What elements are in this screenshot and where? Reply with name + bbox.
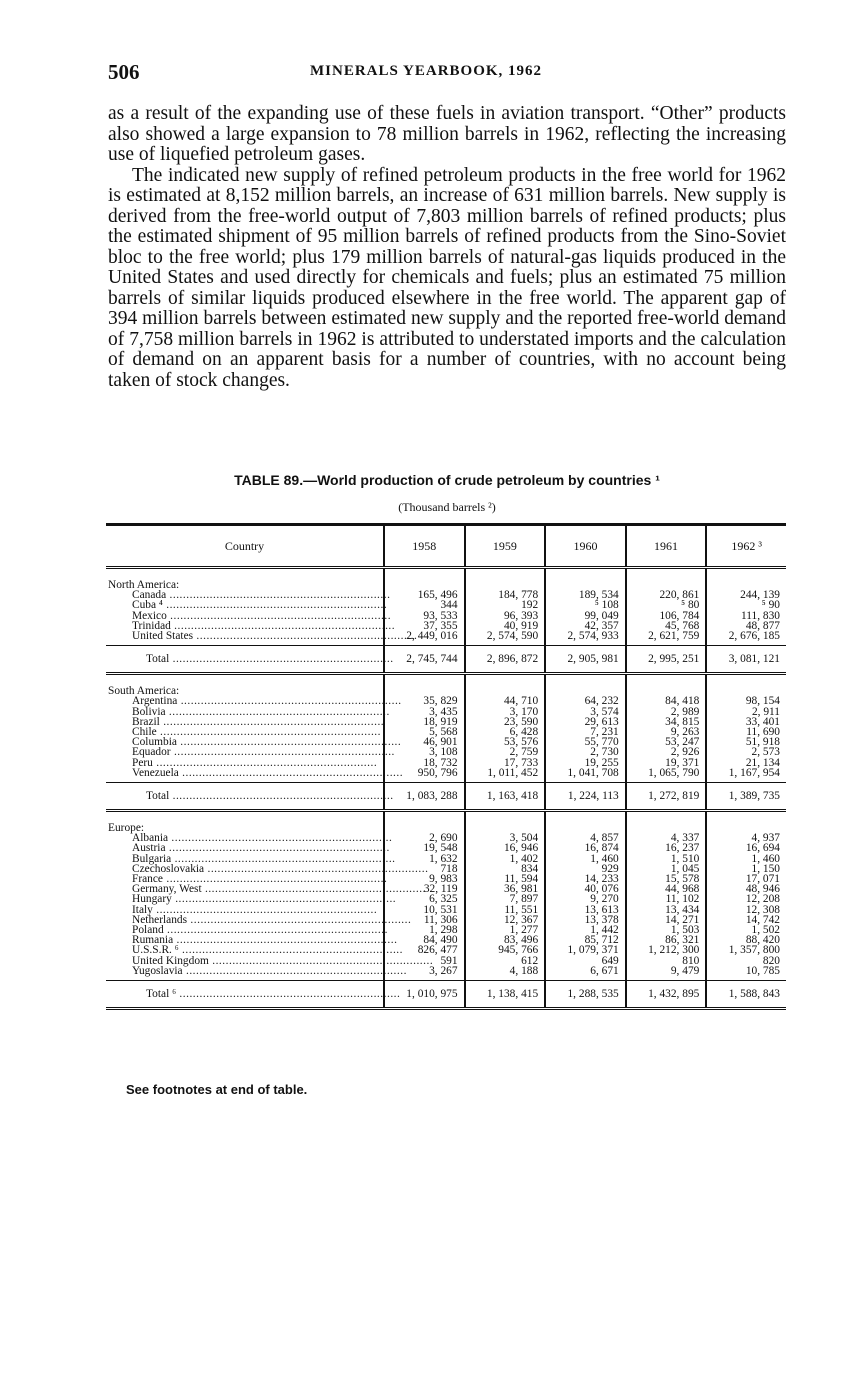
total-value: 1, 389, 735 — [706, 783, 786, 811]
country-label: Austria — [132, 842, 166, 855]
production-value: 106, 784 — [626, 611, 707, 621]
leader-dots: .................................................................. — [163, 873, 388, 886]
total-label-text: Total ⁶ — [146, 987, 177, 1000]
country-name — [106, 964, 407, 977]
total-value: 1, 010, 975 — [384, 981, 465, 1009]
production-value: 1, 460 — [545, 854, 626, 864]
production-value: 591 — [384, 956, 465, 966]
production-value: ⁵ 90 — [706, 600, 786, 610]
production-value: 16, 946 — [465, 843, 546, 853]
leader-dots: .................................................................. — [176, 987, 401, 1000]
body-text — [108, 104, 786, 391]
production-value: 612 — [465, 956, 546, 966]
production-value: 96, 393 — [465, 611, 546, 621]
leader-dots: .................................................................. — [152, 756, 378, 769]
production-value: 2, 730 — [545, 747, 626, 757]
leader-dots: .................................................................. — [169, 653, 394, 666]
production-value: 1, 041, 708 — [545, 768, 626, 778]
production-value: 220, 861 — [626, 590, 707, 600]
column-header: Country — [106, 525, 384, 568]
production-value: 189, 534 — [545, 590, 626, 600]
production-value: 32, 119 — [384, 884, 465, 894]
production-value: 1, 212, 300 — [626, 945, 707, 955]
table-title: TABLE 89.—World production of crude petroleum by countries ¹ — [234, 472, 660, 488]
country-label: Peru — [132, 756, 153, 769]
production-value: 2, 574, 590 — [465, 631, 546, 641]
production-value: 4, 937 — [706, 833, 786, 843]
production-value: 6, 428 — [465, 727, 546, 737]
production-value: 1, 079, 371 — [545, 945, 626, 955]
production-value: 37, 355 — [384, 621, 465, 631]
table-row — [106, 768, 786, 778]
total-value: 1, 272, 819 — [626, 783, 707, 811]
production-value: 9, 263 — [626, 727, 707, 737]
total-value: 2, 745, 744 — [384, 646, 465, 674]
production-value: 820 — [706, 956, 786, 966]
region-row — [106, 674, 786, 697]
leader-dots: .................................................................. — [171, 852, 396, 865]
country-label: Rumania — [132, 934, 174, 947]
country-label: Albania — [132, 832, 169, 845]
total-value: 1, 138, 415 — [465, 981, 546, 1009]
production-value: 84, 418 — [626, 696, 707, 706]
production-value: 19, 371 — [626, 758, 707, 768]
total-label-text: Total — [146, 789, 170, 802]
production-value: 1, 167, 954 — [706, 768, 786, 778]
production-value: 1, 065, 790 — [626, 768, 707, 778]
production-value: 2, 911 — [706, 707, 786, 717]
production-value: 12, 367 — [465, 915, 546, 925]
production-value: 46, 901 — [384, 737, 465, 747]
production-value: 86, 321 — [626, 935, 707, 945]
leader-dots: .................................................................. — [208, 954, 434, 967]
country-label: Brazil — [132, 715, 160, 728]
country-label: Yugoslavia — [132, 964, 183, 977]
country-label: Hungary — [132, 893, 172, 906]
leader-dots: .................................................................. — [204, 862, 429, 875]
production-value: 53, 247 — [626, 737, 707, 747]
production-value: 17, 071 — [706, 874, 786, 884]
production-value: 1, 150 — [706, 864, 786, 874]
total-value: 1, 224, 113 — [545, 783, 626, 811]
country-label: Trinidad — [132, 619, 171, 632]
production-value: 2, 621, 759 — [626, 631, 707, 641]
production-value: 1, 442 — [545, 925, 626, 935]
production-value: 17, 733 — [465, 758, 546, 768]
production-value: 84, 490 — [384, 935, 465, 945]
leader-dots: .................................................................. — [193, 630, 418, 643]
production-value: 11, 306 — [384, 915, 465, 925]
leader-dots: .................................................................. — [187, 913, 412, 926]
total-value: 1, 432, 895 — [626, 981, 707, 1009]
production-value: 34, 815 — [626, 717, 707, 727]
production-value: 1, 503 — [626, 925, 707, 935]
production-value: 4, 337 — [626, 833, 707, 843]
country-label: Canada — [132, 589, 167, 602]
production-value: 11, 594 — [465, 874, 546, 884]
production-value: 14, 233 — [545, 874, 626, 884]
leader-dots: .................................................................. — [173, 934, 398, 947]
production-value: 83, 496 — [465, 935, 546, 945]
region-label: South America: — [108, 685, 180, 698]
country-label: Argentina — [132, 695, 178, 708]
production-value: 9, 983 — [384, 874, 465, 884]
country-label: United Kingdom — [132, 954, 209, 967]
production-value: 18, 919 — [384, 717, 465, 727]
country-label: Chile — [132, 726, 157, 739]
production-value: 2, 449, 016 — [384, 631, 465, 641]
leader-dots: .................................................................. — [170, 619, 396, 632]
total-row — [106, 646, 786, 674]
production-value: 13, 613 — [545, 905, 626, 915]
production-value: 2, 989 — [626, 707, 707, 717]
table-subtitle: (Thousand barrels ²) — [398, 500, 496, 514]
table-row — [106, 966, 786, 976]
production-value: 51, 918 — [706, 737, 786, 747]
leader-dots: .................................................................. — [166, 589, 391, 602]
country-label: France — [132, 873, 163, 886]
production-value: 64, 232 — [545, 696, 626, 706]
production-value: 950, 796 — [384, 768, 465, 778]
country-label: Poland — [132, 924, 164, 937]
leader-dots: .................................................................. — [168, 832, 393, 845]
region-row — [106, 568, 786, 591]
production-value: 929 — [545, 864, 626, 874]
total-value: 3, 081, 121 — [706, 646, 786, 674]
production-value: 7, 231 — [545, 727, 626, 737]
production-value: 88, 420 — [706, 935, 786, 945]
leader-dots: .................................................................. — [156, 726, 381, 739]
production-value: 40, 919 — [465, 621, 546, 631]
production-value: 35, 829 — [384, 696, 465, 706]
table-body — [106, 568, 786, 1009]
total-label-text: Total — [146, 653, 170, 666]
production-value: 53, 576 — [465, 737, 546, 747]
total-label — [106, 783, 394, 811]
country-label: Italy — [132, 903, 153, 916]
region-label: Europe: — [108, 822, 145, 835]
leader-dots: .................................................................. — [182, 964, 407, 977]
leader-dots: .................................................................. — [169, 789, 394, 802]
production-value: 344 — [384, 600, 465, 610]
production-value: 1, 402 — [465, 854, 546, 864]
leader-dots: .................................................................. — [162, 599, 388, 612]
leader-dots: .................................................................. — [201, 883, 426, 896]
total-value: 2, 896, 872 — [465, 646, 546, 674]
production-value: 13, 378 — [545, 915, 626, 925]
column-header: 1961 — [626, 525, 707, 568]
production-value: 9, 270 — [545, 894, 626, 904]
production-value: 1, 011, 452 — [465, 768, 546, 778]
production-value: 2, 574, 933 — [545, 631, 626, 641]
country-label: Columbia — [132, 736, 177, 749]
production-value: 15, 578 — [626, 874, 707, 884]
production-value: 40, 076 — [545, 884, 626, 894]
country-label: Bulgaria — [132, 852, 172, 865]
country-label: Czechoslovakia — [132, 862, 205, 875]
production-value: 99, 049 — [545, 611, 626, 621]
production-value: ⁵ 80 — [626, 600, 707, 610]
production-value: 111, 830 — [706, 611, 786, 621]
production-value: 13, 434 — [626, 905, 707, 915]
page-header — [108, 60, 788, 86]
column-header: 1962 ³ — [706, 525, 786, 568]
production-value: ⁵ 108 — [545, 600, 626, 610]
production-value: 44, 968 — [626, 884, 707, 894]
total-value: 1, 163, 418 — [465, 783, 546, 811]
production-value: 14, 742 — [706, 915, 786, 925]
page-number: 506 — [108, 60, 140, 84]
leader-dots: .................................................................. — [178, 944, 403, 957]
country-label: Cuba ⁴ — [132, 599, 163, 612]
production-value: 3, 108 — [384, 747, 465, 757]
total-label — [106, 646, 394, 674]
production-value: 11, 102 — [626, 894, 707, 904]
column-header: 1958 — [384, 525, 465, 568]
production-value: 1, 357, 800 — [706, 945, 786, 955]
production-value: 16, 874 — [545, 843, 626, 853]
production-value: 48, 877 — [706, 621, 786, 631]
region-label: North America: — [108, 579, 180, 591]
country-label: Equador — [132, 746, 171, 759]
production-value: 85, 712 — [545, 935, 626, 945]
country-label: Venezuela — [132, 766, 179, 779]
production-value: 11, 690 — [706, 727, 786, 737]
leader-dots: .................................................................. — [178, 766, 404, 779]
production-value: 44, 710 — [465, 696, 546, 706]
production-value: 14, 271 — [626, 915, 707, 925]
production-value: 165, 496 — [384, 590, 465, 600]
production-value: 93, 533 — [384, 611, 465, 621]
production-value: 19, 255 — [545, 758, 626, 768]
production-value: 1, 460 — [706, 854, 786, 864]
production-value: 18, 732 — [384, 758, 465, 768]
production-value: 55, 770 — [545, 737, 626, 747]
production-value: 4, 188 — [465, 966, 546, 976]
leader-dots: .................................................................. — [170, 746, 395, 759]
production-value: 1, 298 — [384, 925, 465, 935]
production-value: 29, 613 — [545, 717, 626, 727]
production-value: 1, 277 — [465, 925, 546, 935]
leader-dots: .................................................................. — [165, 842, 390, 855]
production-value: 10, 531 — [384, 905, 465, 915]
production-value: 1, 045 — [626, 864, 707, 874]
production-value: 2, 926 — [626, 747, 707, 757]
production-value: 19, 548 — [384, 843, 465, 853]
column-header: 1960 — [545, 525, 626, 568]
production-table — [106, 523, 786, 1010]
production-value: 244, 139 — [706, 590, 786, 600]
column-header: 1959 — [465, 525, 546, 568]
total-value: 2, 905, 981 — [545, 646, 626, 674]
leader-dots: .................................................................. — [171, 893, 397, 906]
production-value: 718 — [384, 864, 465, 874]
production-value: 5, 568 — [384, 727, 465, 737]
country-label: United States — [132, 630, 194, 643]
production-value: 16, 694 — [706, 843, 786, 853]
production-value: 945, 766 — [465, 945, 546, 955]
production-value: 42, 357 — [545, 621, 626, 631]
production-value: 2, 573 — [706, 747, 786, 757]
production-value: 12, 308 — [706, 905, 786, 915]
production-value: 649 — [545, 956, 626, 966]
total-value: 1, 083, 288 — [384, 783, 465, 811]
production-value: 2, 759 — [465, 747, 546, 757]
production-value: 192 — [465, 600, 546, 610]
table-footnote: See footnotes at end of table. — [126, 1082, 308, 1097]
production-value: 3, 267 — [384, 966, 465, 976]
production-value: 3, 435 — [384, 707, 465, 717]
leader-dots: .................................................................. — [176, 736, 402, 749]
production-value: 45, 768 — [626, 621, 707, 631]
country-name — [106, 630, 418, 643]
production-value: 6, 325 — [384, 894, 465, 904]
production-value: 1, 502 — [706, 925, 786, 935]
production-value: 21, 134 — [706, 758, 786, 768]
production-value: 184, 778 — [465, 590, 546, 600]
production-value: 9, 479 — [626, 966, 707, 976]
total-value: 1, 588, 843 — [706, 981, 786, 1009]
production-value: 33, 401 — [706, 717, 786, 727]
production-value: 12, 208 — [706, 894, 786, 904]
leader-dots: .................................................................. — [166, 609, 392, 622]
leader-dots: .................................................................. — [177, 695, 402, 708]
total-value: 1, 288, 535 — [545, 981, 626, 1009]
country-label: Bolivia — [132, 705, 166, 718]
total-value: 2, 995, 251 — [626, 646, 707, 674]
leader-dots: .................................................................. — [159, 715, 385, 728]
total-row — [106, 783, 786, 811]
country-label: Mexico — [132, 609, 167, 622]
production-value: 16, 237 — [626, 843, 707, 853]
table-header-row — [106, 525, 786, 568]
country-label: U.S.S.R. ⁶ — [132, 944, 179, 957]
leader-dots: .................................................................. — [152, 903, 378, 916]
production-value: 1, 510 — [626, 854, 707, 864]
production-value: 10, 785 — [706, 966, 786, 976]
paragraph-1: as a result of the expanding use of these fuels in aviation transport. “Other” products also showed a large expansion to 78 million barrels in 1962, reflecting the increasing use of liquefied petroleum gases. — [108, 103, 786, 165]
total-row — [106, 981, 786, 1009]
paragraph-2: The indicated new supply of refined petroleum products in the free world for 1962 is estimated at 8,152 million barrels, an increase of 631 million barrels. New supply is derived from the free-world output of 7,803 million barrels of refined products; plus the estimated shipment of 95 million barrels of refined products from the Sino-Soviet bloc to the free world; plus 179 million barrels of natural-gas liquids produced in the United States and used directly for chemicals and fuels; plus an estimated 75 million barrels of similar liquids produced elsewhere in the free world. The apparent gap of 394 million barrels between estimated new supply and the reported free-world demand of 7,758 million barrels in 1962 is attributed to understated imports and the calculation of demand on an apparent basis for a number of countries, with no account being taken of stock changes. — [108, 164, 786, 391]
running-title: MINERALS YEARBOOK, 1962 — [310, 63, 543, 79]
production-value: 834 — [465, 864, 546, 874]
country-label: Netherlands — [132, 913, 188, 926]
country-label: Germany, West — [132, 883, 202, 896]
region-row — [106, 811, 786, 834]
production-value: 3, 504 — [465, 833, 546, 843]
production-value: 4, 857 — [545, 833, 626, 843]
leader-dots: .................................................................. — [163, 924, 388, 937]
production-value: 2, 690 — [384, 833, 465, 843]
production-value: 2, 676, 185 — [706, 631, 786, 641]
production-value: 3, 574 — [545, 707, 626, 717]
production-value: 98, 154 — [706, 696, 786, 706]
leader-dots: .................................................................. — [165, 705, 390, 718]
production-value: 810 — [626, 956, 707, 966]
production-value: 36, 981 — [465, 884, 546, 894]
production-value: 1, 632 — [384, 854, 465, 864]
production-value: 48, 946 — [706, 884, 786, 894]
production-value: 6, 671 — [545, 966, 626, 976]
production-value: 23, 590 — [465, 717, 546, 727]
country-name — [106, 766, 404, 779]
production-value: 11, 551 — [465, 905, 546, 915]
table-row — [106, 631, 786, 641]
production-value: 826, 477 — [384, 945, 465, 955]
production-value: 3, 170 — [465, 707, 546, 717]
total-label — [106, 981, 401, 1009]
production-value: 7, 897 — [465, 894, 546, 904]
